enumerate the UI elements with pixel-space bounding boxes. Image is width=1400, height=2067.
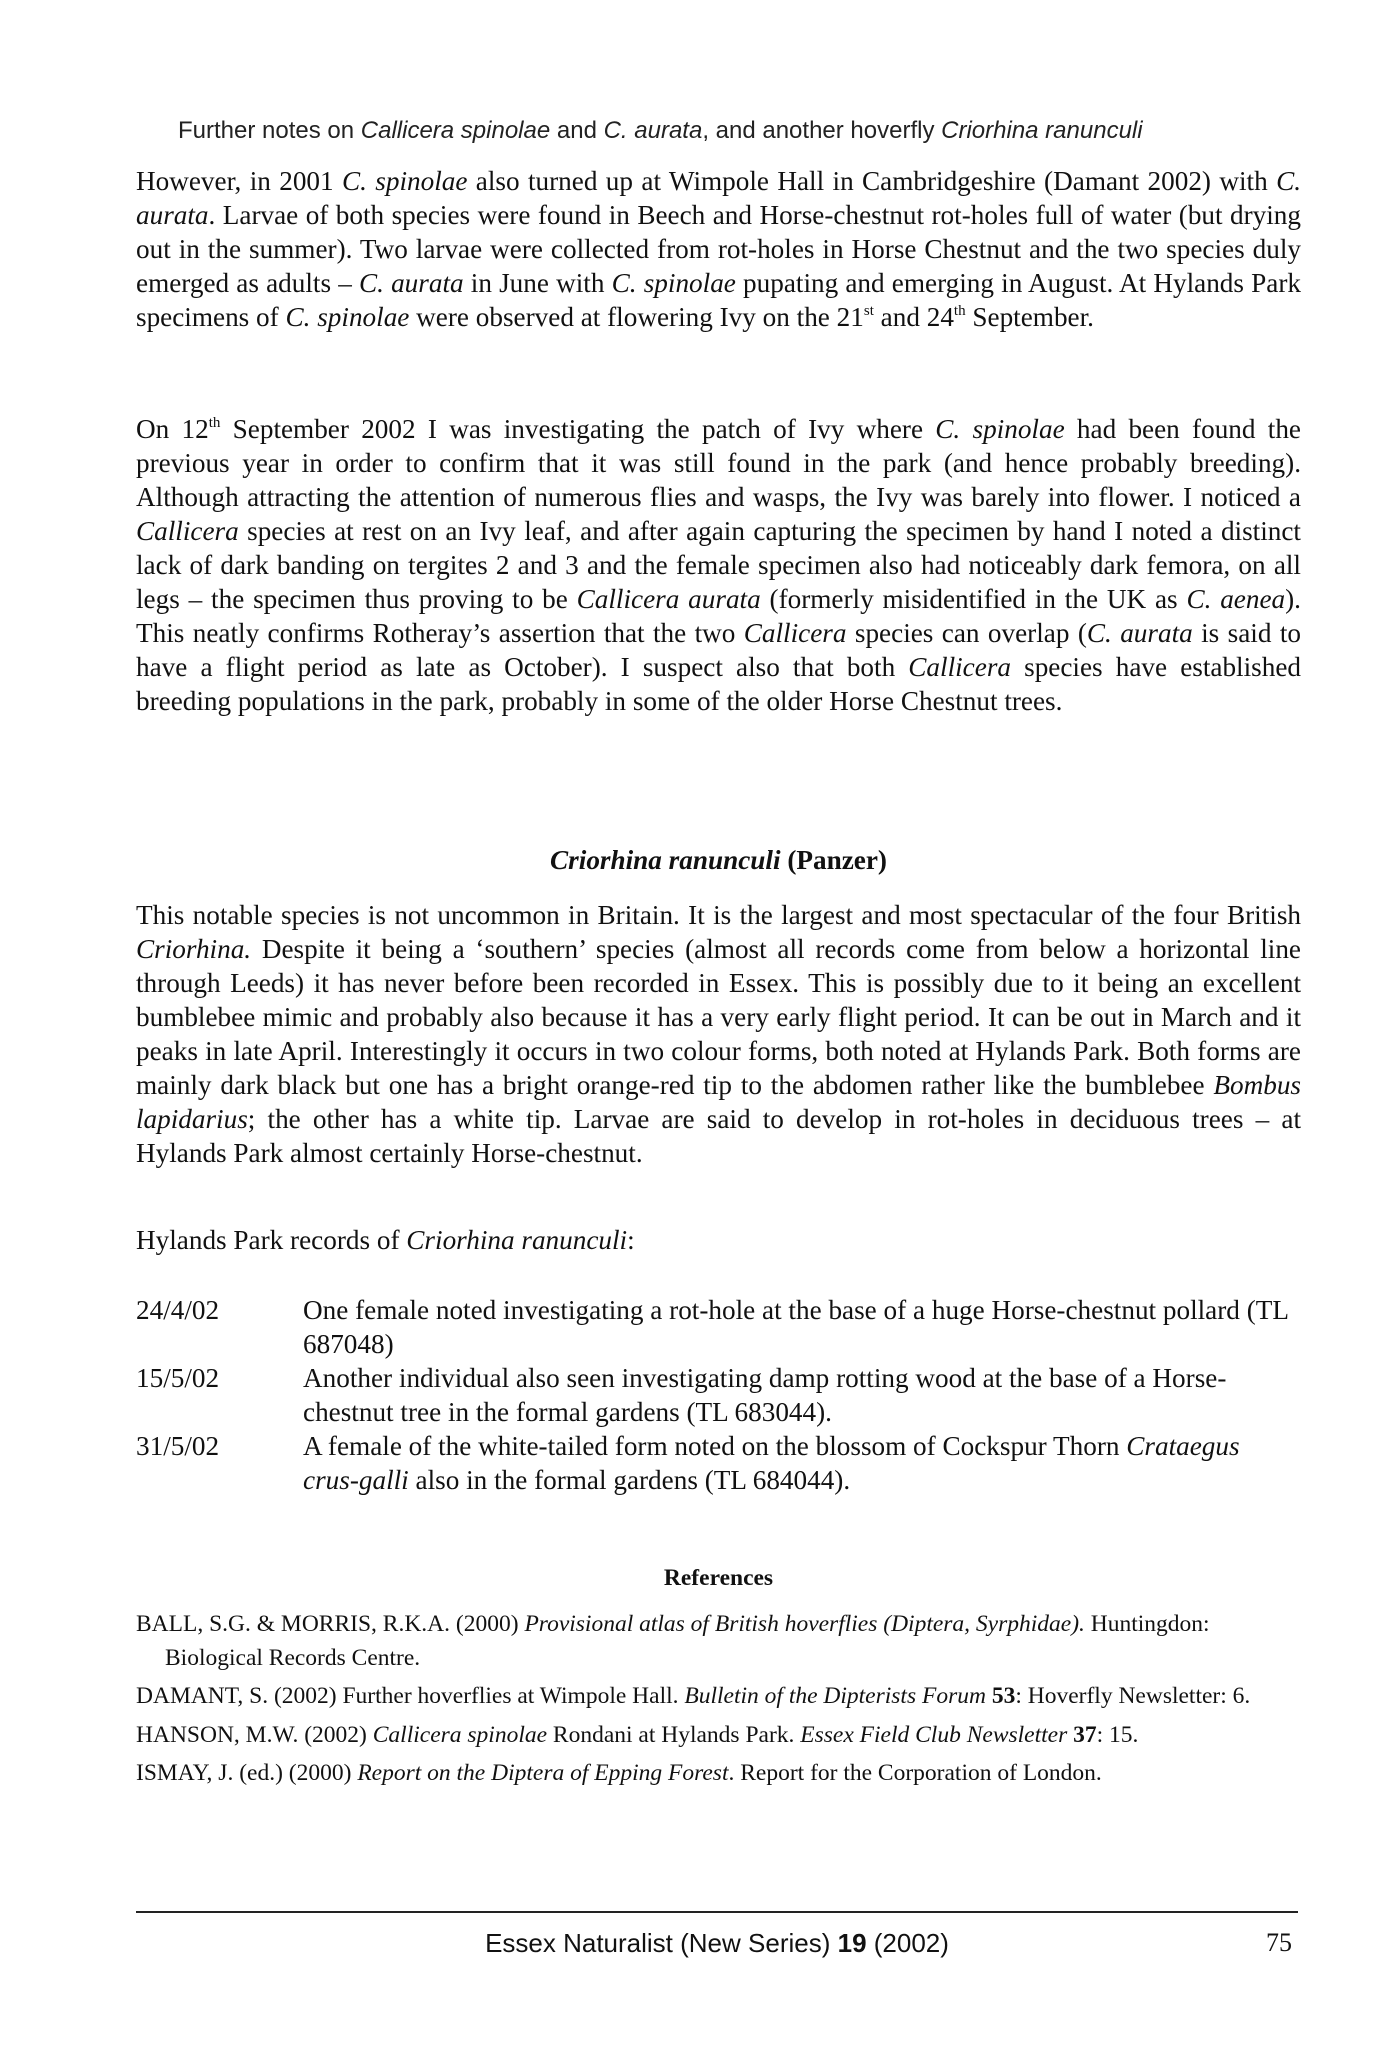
text-run: Despite it being a ‘southern’ species (almost all records come from below a horizontal line through Leeds) it has never before been recorded in Essex. This is possibly due to it being an excellent bumblebee mimic and probably also because it has a very early flight period. It can be out in March and it peaks in late April. Interestingly it occurs in two colour forms, both noted at Hylands Park. Both forms are mainly dark black but one has a bright orange-red tip to the abdomen rather like the bumblebee	[136, 934, 1301, 1100]
text-run: Huntingdon: Biological Records Centre.	[165, 1611, 1210, 1671]
text-run: species have established breeding populations in the park, probably in some of the older Horse Chestnut trees.	[136, 652, 1302, 716]
text-run: pupating and emerging in August. At Hylands Park specimens of	[136, 268, 1301, 332]
record-text: One female noted investigating a rot-hole at the base of a huge Horse-chestnut pollard (TL 687048)	[303, 1295, 1288, 1359]
reference-title: Report on the Diptera of Epping Forest	[357, 1760, 729, 1786]
running-head-species: Criorhina ranunculi	[941, 117, 1143, 144]
references-list	[136, 1608, 1306, 1796]
text-run: HANSON, M.W. (2002)	[136, 1721, 373, 1748]
record-date: 31/5/02	[136, 1431, 220, 1461]
reference-item	[136, 1608, 1306, 1675]
paragraph-2	[136, 412, 1301, 718]
text-run: . Larvae of both species were found in Beech and Horse-chestnut rot-holes full of water (but drying out in the summer). Two larvae were collected from rot-holes in Horse Chestnut and the two species duly emerged as adults –	[136, 200, 1301, 298]
text-run: : 15.	[1096, 1721, 1139, 1748]
text-run: A female of the white-tailed form noted on the blossom of Cockspur Thorn	[303, 1431, 1127, 1461]
record-date: 15/5/02	[136, 1363, 220, 1393]
species-name: Callicera	[908, 652, 1011, 682]
species-name: Callicera	[136, 516, 239, 546]
records-list	[136, 1293, 1301, 1497]
text-run: had been found the previous year in order to confirm that it was still found in the park (and hence probably breeding). Although attracting the attention of numerous flies and wasps, the Ivy was barely into flower. I noticed a	[136, 414, 1301, 512]
running-head-species: C. aurata	[603, 117, 703, 144]
running-head-species: Callicera spinolae	[360, 117, 551, 144]
text-run: DAMANT, S. (2002) Further hoverflies at Wimpole Hall.	[136, 1683, 685, 1709]
species-name: C. aurata	[358, 268, 464, 298]
section-heading-species: Criorhina ranunculi	[550, 845, 781, 875]
record-text: Another individual also seen investigating damp rotting wood at the base of a Horse-chestnut tree in the formal gardens (TL 683044).	[303, 1363, 1227, 1427]
species-name: C. spinolae	[342, 166, 468, 196]
footer-volume: 19	[837, 1928, 867, 1958]
text-run: September.	[965, 302, 1094, 332]
record-date: 24/4/02	[136, 1295, 220, 1325]
reference-item	[136, 1680, 1306, 1714]
text-run: is said to have a flight period as late as October). I suspect also that both	[136, 618, 1301, 682]
references-heading: References	[663, 1565, 774, 1591]
footer-journal-title	[136, 1928, 1298, 1959]
species-name: Criorhina.	[136, 934, 252, 964]
species-name: C. aurata	[1086, 618, 1193, 648]
text-run: Essex Naturalist (New Series)	[485, 1928, 838, 1958]
text-run: :	[627, 1225, 635, 1255]
species-name: C. aurata	[136, 166, 1301, 230]
text-run: . Report for the Corporation of London.	[728, 1760, 1102, 1786]
record-row	[136, 1293, 1301, 1361]
ordinal-suffix: st	[863, 303, 874, 319]
footer-rule	[136, 1911, 1298, 1913]
species-name: Callicera	[743, 618, 847, 648]
species-name: Bombus lapidarius	[136, 1070, 1301, 1134]
species-name: C. aenea	[1186, 584, 1286, 614]
text-run: ). This neatly confirms Rotheray’s assertion that the two	[136, 584, 1301, 648]
section-heading	[136, 845, 1301, 876]
text-run: were observed at flowering Ivy on the 21	[409, 302, 864, 332]
ordinal-suffix: th	[953, 303, 966, 319]
species-name: C. spinolae	[285, 302, 410, 332]
species-name: Callicera aurata	[576, 584, 761, 614]
paragraph-3	[136, 898, 1301, 1170]
reference-journal: Essex Field Club Newsletter	[800, 1721, 1068, 1748]
reference-journal: Bulletin of the Dipterists Forum	[684, 1683, 986, 1709]
section-heading-author: (Panzer)	[780, 845, 887, 875]
text-run: BALL, S.G. & MORRIS, R.K.A. (2000)	[136, 1611, 525, 1637]
page-number: 75	[1266, 1928, 1292, 1957]
species-name: C. spinolae	[935, 414, 1065, 444]
species-name: C. spinolae	[611, 268, 736, 298]
reference-item	[136, 1719, 1306, 1753]
record-text	[303, 1429, 1301, 1497]
reference-volume: 53	[991, 1683, 1016, 1709]
text-run: On 12	[136, 414, 209, 444]
paragraph-1	[136, 164, 1301, 334]
text-run: also turned up at Wimpole Hall in Cambridgeshire (Damant 2002) with	[467, 166, 1277, 196]
record-row	[136, 1429, 1301, 1497]
species-name: Callicera spinolae	[372, 1721, 548, 1748]
running-head	[178, 117, 1298, 145]
ordinal-suffix: th	[208, 415, 221, 431]
text-run: ISMAY, J. (ed.) (2000)	[136, 1760, 358, 1786]
paragraph-4	[136, 1223, 1301, 1257]
text-run: and 24	[873, 302, 954, 332]
text-run: also in the formal gardens (TL 684044).	[408, 1465, 851, 1495]
reference-title: Provisional atlas of British hoverflies (Diptera, Syrphidae).	[524, 1611, 1085, 1637]
reference-volume: 37	[1073, 1721, 1097, 1748]
text-run: in June with	[463, 268, 612, 298]
reference-item	[136, 1757, 1306, 1791]
species-name: Crataegus crus-galli	[303, 1431, 1240, 1495]
running-head-text: , and another hoverfly	[702, 117, 942, 144]
text-run: However, in 2001	[136, 166, 342, 196]
text-run: (2002)	[866, 1928, 949, 1958]
running-head-text: and	[550, 117, 604, 144]
text-run: Hylands Park records of	[136, 1225, 407, 1255]
text-run: This notable species is not uncommon in Britain. It is the largest and most spectacular of the four British	[136, 900, 1301, 930]
text-run: : Hoverfly Newsletter: 6.	[1015, 1683, 1251, 1709]
text-run: Rondani at Hylands Park.	[547, 1721, 801, 1748]
record-row	[136, 1361, 1301, 1429]
species-name: Criorhina ranunculi	[406, 1225, 628, 1255]
text-run: ; the other has a white tip. Larvae are said to develop in rot-holes in deciduous trees – at Hylands Park almost certainly Horse-chestnut.	[136, 1104, 1301, 1168]
text-run: September 2002 I was investigating the patch of Ivy where	[220, 414, 936, 444]
text-run: species can overlap (	[846, 618, 1087, 648]
page-footer	[136, 1928, 1298, 1962]
text-run: (formerly misidentified in the UK as	[760, 584, 1187, 614]
text-run: species at rest on an Ivy leaf, and after again capturing the specimen by hand I noted a distinct lack of dark banding on tergites 2 and 3 and the female specimen also had noticeably dark femora, on all legs – the specimen thus proving to be	[136, 516, 1301, 614]
running-head-text: Further notes on	[178, 117, 361, 144]
